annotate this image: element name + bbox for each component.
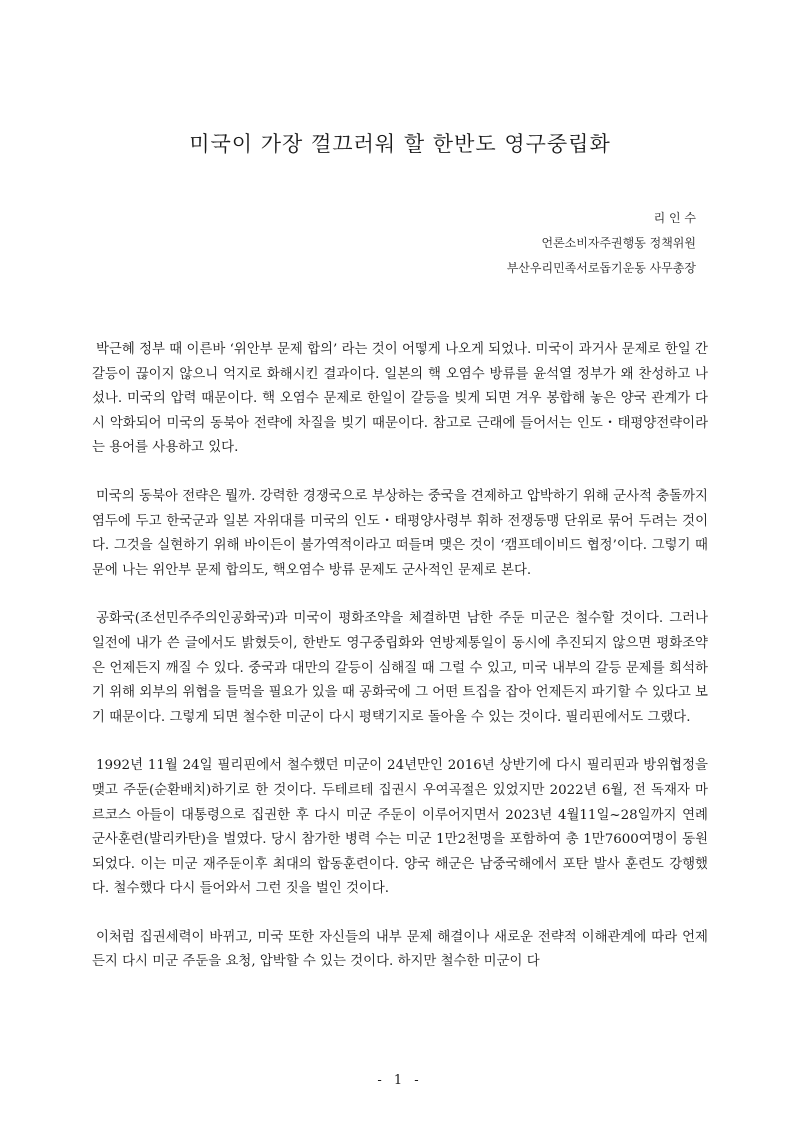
paragraph: 공화국(조선민주주의인공화국)과 미국이 평화조약을 체결하면 남한 주둔 미군은 철수할 것이다. 그러나 일전에 내가 쓴 글에서도 밝혔듯이, 한반도 영구중립화와 연방제통일이 동시에 추진되지 않으면 평화조약은 언제든지 깨질 수 있다. 중국과 대만의 갈등이 심해질 때 그럴 수 있고, 미국 내부의 갈등 문제를 희석하기 위해 외부의 위협을 들먹을 필요가 있을 때 공화국에 그 어떤 트집을 잡아 언제든지 파기할 수 있다고 보기 때문이다. 그렇게 되면 철수한 미군이 다시 평택기지로 돌아올 수 있는 것이다. 필리핀에서도 그랬다. (92, 611, 708, 725)
paragraph: 이처럼 집권세력이 바뀌고, 미국 또한 자신들의 내부 문제 해결이나 새로운 전략적 이해관계에 따라 언제든지 다시 미군 주둔을 요청, 압박할 수 있는 것이다. 하지만 철수한 미군이 다 (92, 929, 708, 970)
paragraph: 박근혜 정부 때 이른바 ‘위안부 문제 합의’ 라는 것이 어떻게 나오게 되었나. 미국이 과거사 문제로 한일 간 갈등이 끊이지 않으니 억지로 화해시킨 결과이다. 일본의 핵 오염수 방류를 윤석열 정부가 왜 찬성하고 나섰나. 미국의 압력 때문이다. 핵 오염수 문제로 한일이 갈등을 빚게 되면 겨우 봉합해 놓은 양국 관계가 다시 악화되어 미국의 동북아 전략에 차질을 빚기 때문이다. 참고로 근래에 들어서는 인도・태평양전략이라는 용어를 사용하고 있다. (92, 342, 708, 456)
article-body (92, 338, 708, 999)
author-name: 리 인 수 (653, 211, 696, 225)
document-title: 미국이 가장 껄끄러워 할 한반도 영구중립화 (189, 132, 611, 156)
author-role-2: 부산우리민족서로돕기운동 사무총장 (506, 261, 696, 275)
author-role-1: 언론소비자주권행동 정책위원 (541, 236, 696, 250)
author-byline (507, 206, 696, 281)
paragraph: 1992년 11월 24일 필리핀에서 철수했던 미군이 24년만인 2016년 상반기에 다시 필리핀과 방위협정을 맺고 주둔(순환배치)하기로 한 것이다. 두테르테 집권시 우여곡절은 있었지만 2022년 6월, 전 독재자 마르코스 아들이 대통령으로 집권한 후 다시 미군 주둔이 이루어지면서 2023년 4월11일~28일까지 연례 군사훈련(발리카탄)을 벌였다. 당시 참가한 병력 수는 미군 1만2천명을 포함하여 총 1만7600여명이 동원되었다. 이는 미군 재주둔이후 최대의 합동훈련이다. 양국 해군은 남중국해에서 포탄 발사 훈련도 강행했다. 철수했다 다시 들어와서 그런 짓을 벌인 것이다. (92, 758, 708, 897)
paragraph: 미국의 동북아 전략은 뭘까. 강력한 경쟁국으로 부상하는 중국을 견제하고 압박하기 위해 군사적 충돌까지 염두에 두고 한국군과 일본 자위대를 미국의 인도・태평양사령부 휘하 전쟁동맹 단위로 묶어 두려는 것이다. 그것을 실현하기 위해 바이든이 불가역적이라고 떠들며 맺은 것이 ‘캠프데이비드 협정’이다. 그렇기 때문에 나는 위안부 문제 합의도, 핵오염수 방류 문제도 군사적인 문제로 본다. (92, 488, 708, 578)
page-number: - 1 - (377, 1073, 423, 1088)
